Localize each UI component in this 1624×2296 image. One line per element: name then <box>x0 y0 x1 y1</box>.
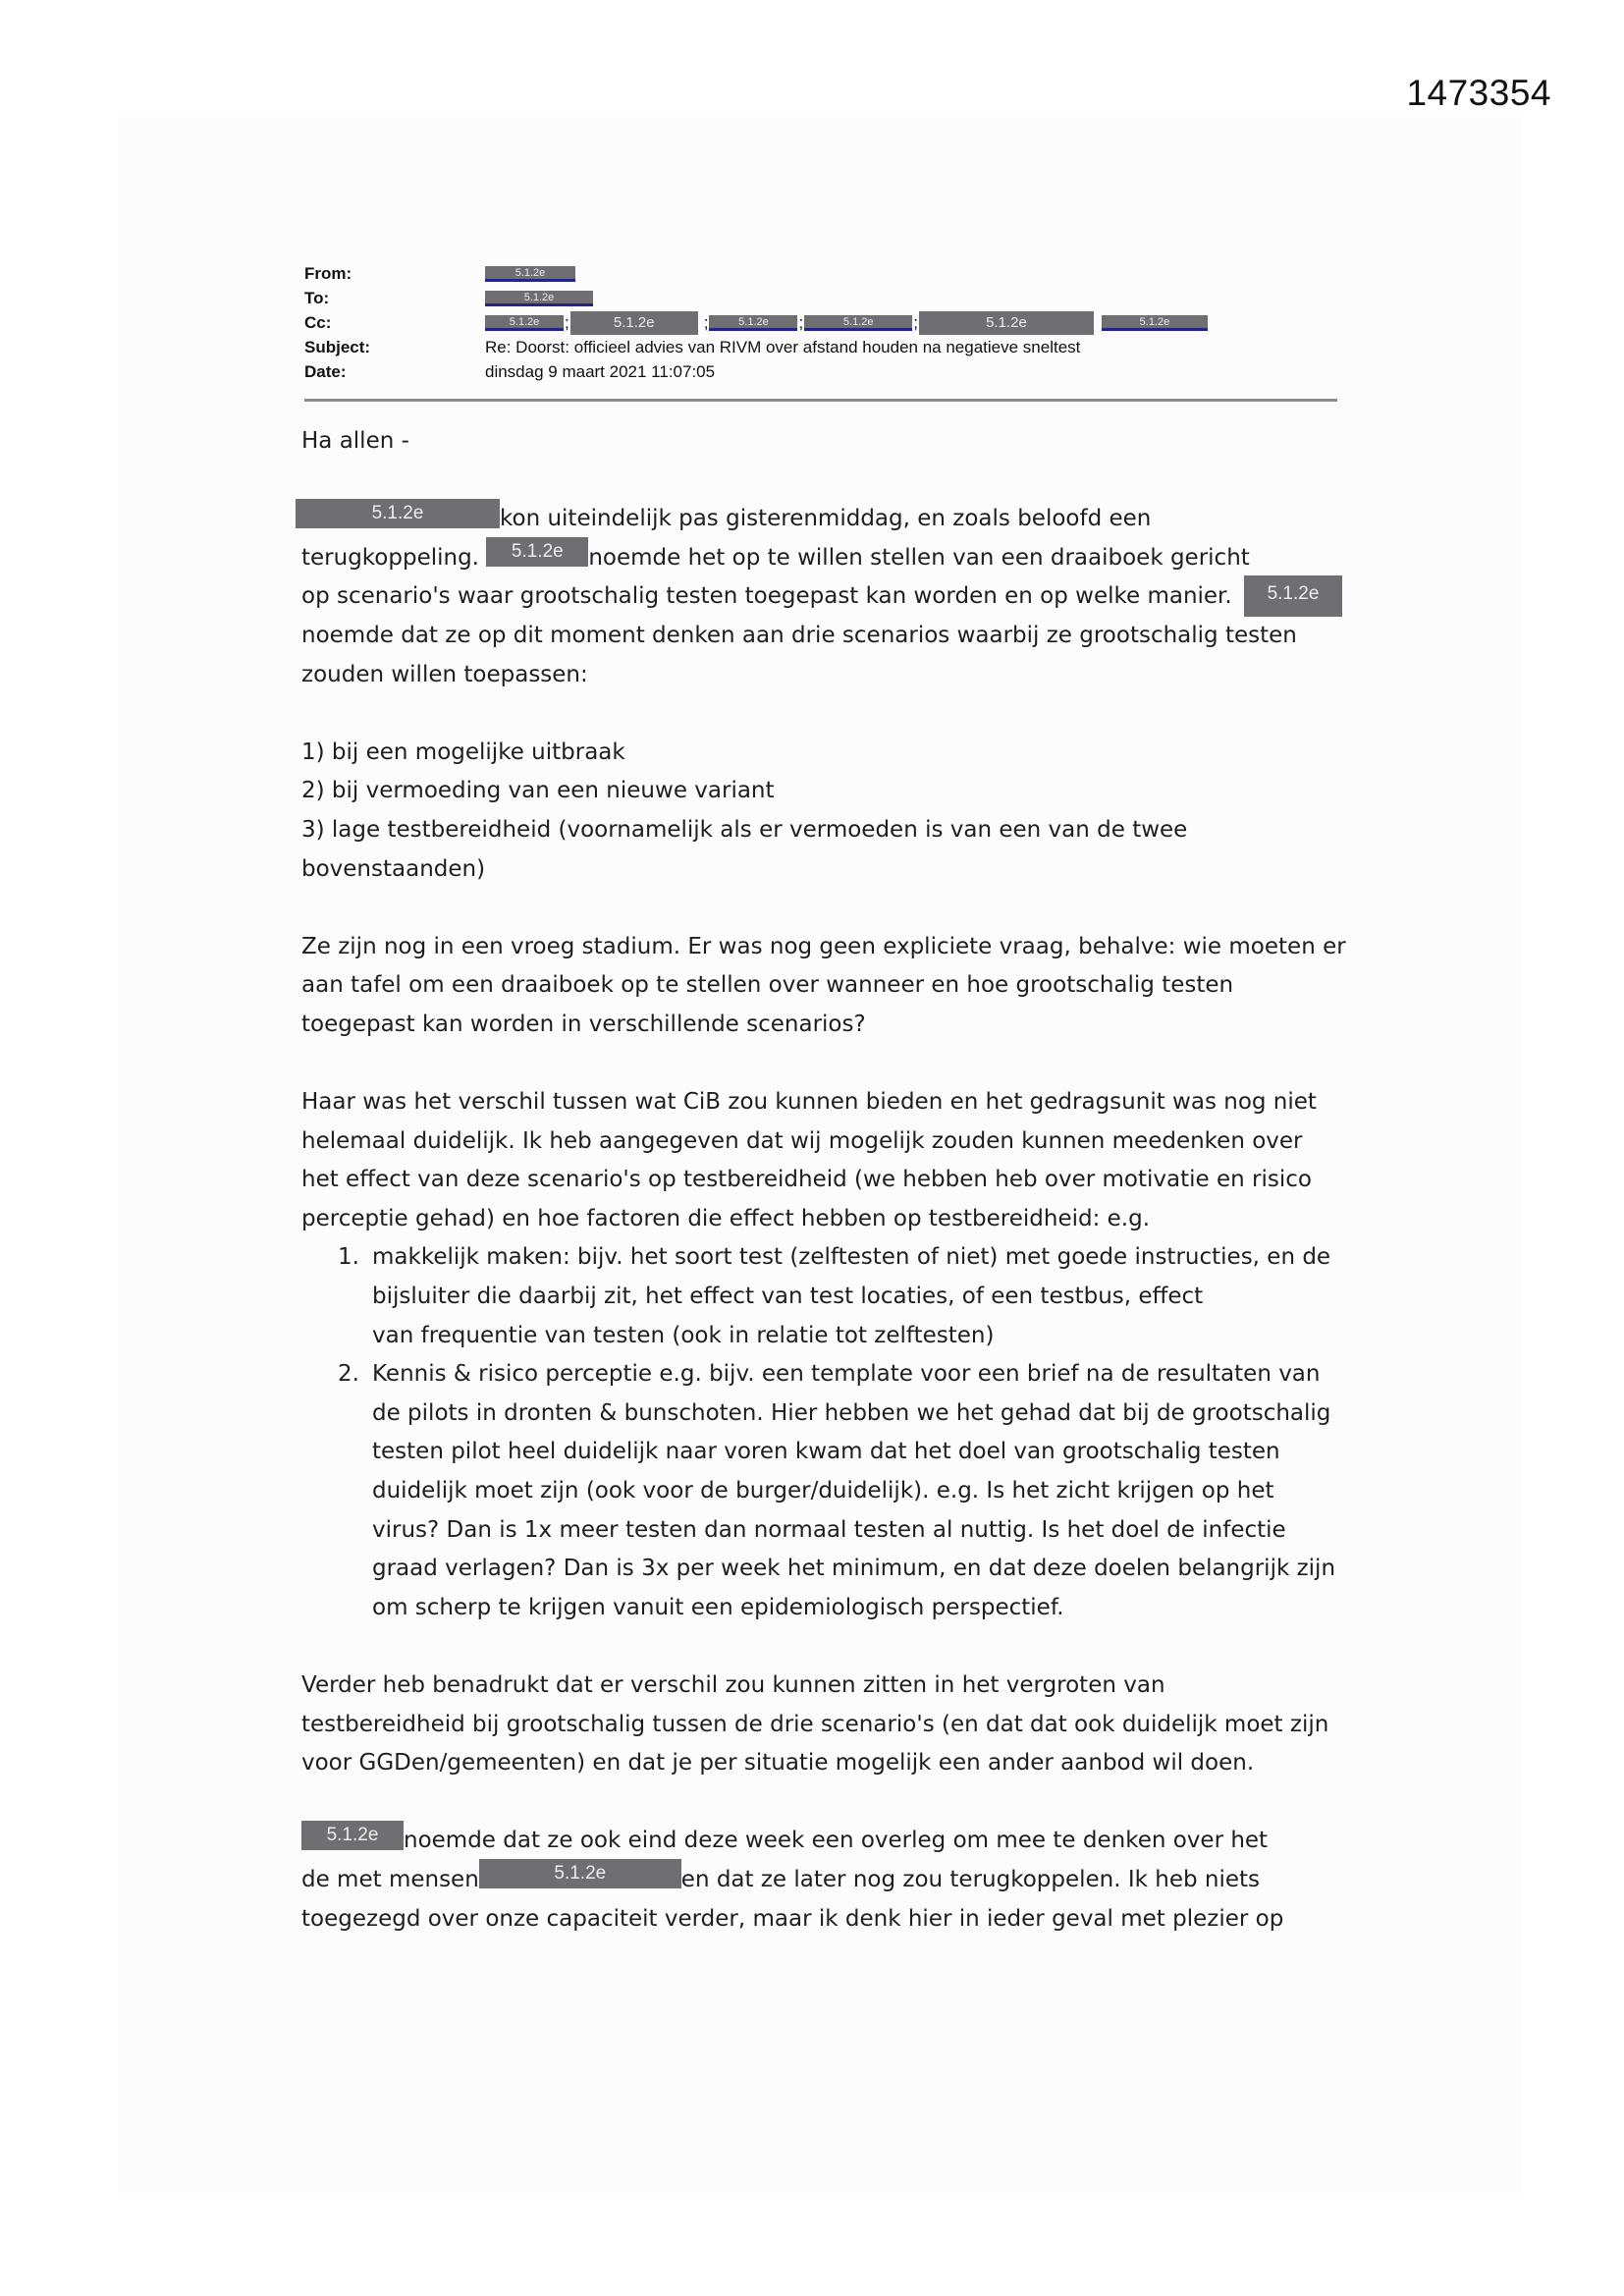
header-divider <box>304 399 1337 402</box>
cc-label: Cc: <box>304 312 332 332</box>
cc-separator: ; <box>703 312 709 332</box>
list-line: makkelijk maken: bijv. het soort test (zelftesten of niet) met goede instructies, en de <box>372 1244 1331 1271</box>
date-value: dinsdag 9 maart 2021 11:07:05 <box>485 361 716 381</box>
list-line: virus? Dan is 1x meer testen dan normaal testen al nuttig. Is het doel de infectie <box>372 1516 1286 1543</box>
redaction-cc-1: 5.1.2e <box>485 315 564 331</box>
from-row <box>304 261 1337 286</box>
body-text: terugkoppeling. <box>301 544 479 571</box>
body-text: en dat ze later nog zou terugkoppelen. Ik heb niets <box>680 1866 1261 1892</box>
cc-separator: ; <box>565 312 569 332</box>
body-line <box>301 1861 1347 1900</box>
body-line <box>301 539 1347 578</box>
list-line: de pilots in dronten & bunschoten. Hier hebben we het gehad dat bij de grootschalig <box>372 1399 1331 1426</box>
list-item <box>301 1238 1347 1355</box>
redaction-to: 5.1.2e <box>485 291 593 306</box>
subject-value: Re: Doorst: officieel advies van RIVM over afstand houden na negatieve sneltest <box>485 337 1081 356</box>
list-line: om scherp te krijgen vanuit een epidemiologisch perspectief. <box>372 1594 1064 1620</box>
to-label: To: <box>304 288 330 307</box>
body-text: noemde het op te willen stellen van een draaiboek gericht <box>588 544 1250 571</box>
redaction-inline: 5.1.2e <box>486 537 588 567</box>
redaction-inline: 5.1.2e <box>296 499 500 528</box>
email-header <box>304 261 1337 384</box>
body-line: het effect van deze scenario's op testbereidheid (we hebben heb over motivatie en risico <box>301 1167 1312 1193</box>
body-text: de met mensen <box>301 1866 479 1892</box>
body-line: zouden willen toepassen: <box>301 661 588 687</box>
body-line: Ze zijn nog in een vroeg stadium. Er was nog geen expliciete vraag, behalve: wie moeten er <box>301 933 1346 959</box>
body-text: op scenario's waar grootschalig testen toegepast kan worden en op welke manier. <box>301 583 1232 610</box>
redaction-cc-5: 5.1.2e <box>919 311 1094 335</box>
body-line <box>301 1822 1347 1861</box>
subject-label: Subject: <box>304 337 371 356</box>
scenario-item: 1) bij een mogelijke uitbraak <box>301 738 625 765</box>
list-line: van frequentie van testen (ook in relatie tot zelftesten) <box>372 1322 995 1348</box>
scenario-item: bovenstaanden) <box>301 855 486 882</box>
subject-row <box>304 335 1337 359</box>
list-number: 1. <box>338 1244 359 1271</box>
to-row <box>304 286 1337 310</box>
redaction-cc-4: 5.1.2e <box>804 315 912 331</box>
body-line: helemaal duidelijk. Ik heb aangegeven dat wij mogelijk zouden kunnen meedenken over <box>301 1127 1303 1154</box>
cc-separator: ; <box>798 312 804 332</box>
list-line: testen pilot heel duidelijk naar voren kwam dat het doel van grootschalig testen <box>372 1439 1280 1465</box>
body-line <box>301 500 1347 539</box>
cc-separator: ; <box>913 312 918 332</box>
date-row <box>304 359 1337 384</box>
body-line: toegezegd over onze capaciteit verder, maar ik denk hier in ieder geval met plezier op <box>301 1905 1284 1932</box>
redaction-from: 5.1.2e <box>485 266 575 282</box>
body-line: toegepast kan worden in verschillende scenarios? <box>301 1011 866 1037</box>
list-line: duidelijk moet zijn (ook voor de burger/duidelijk). e.g. Is het zicht krijgen op het <box>372 1478 1274 1504</box>
list-number: 2. <box>338 1361 359 1388</box>
list-line: graad verlagen? Dan is 3x per week het minimum, en dat deze doelen belangrijk zijn <box>372 1556 1336 1582</box>
redaction-cc-3: 5.1.2e <box>709 315 797 331</box>
body-line: voor GGDen/gemeenten) en dat je per situatie mogelijk een ander aanbod wil doen. <box>301 1750 1255 1777</box>
cc-row <box>304 310 1337 335</box>
greeting: Ha allen - <box>301 428 409 454</box>
body-line <box>301 577 1347 617</box>
date-label: Date: <box>304 361 347 381</box>
list-line: bijsluiter die daarbij zit, het effect van test locaties, of een testbus, effect <box>372 1284 1204 1310</box>
redaction-inline: 5.1.2e <box>1244 575 1342 617</box>
email-body <box>301 422 1347 1939</box>
body-line: testbereidheid bij grootschalig tussen de drie scenario's (en dat dat ook duidelijk moet zijn <box>301 1711 1329 1737</box>
from-label: From: <box>304 263 352 283</box>
body-text: kon uiteindelijk pas gisterenmiddag, en zoals beloofd een <box>500 506 1152 532</box>
body-line: aan tafel om een draaiboek op te stellen over wanneer en hoe grootschalig testen <box>301 972 1234 999</box>
body-line: perceptie gehad) en hoe factoren die effect hebben op testbereidheid: e.g. <box>301 1205 1151 1231</box>
list-line: Kennis & risico perceptie e.g. bijv. een template voor een brief na de resultaten van <box>372 1361 1321 1388</box>
redaction-cc-2: 5.1.2e <box>570 311 698 335</box>
list-item <box>301 1355 1347 1627</box>
redaction-inline: 5.1.2e <box>479 1859 681 1888</box>
numbered-list <box>301 1238 1347 1627</box>
body-line: Verder heb benadrukt dat er verschil zou kunnen zitten in het vergroten van <box>301 1672 1165 1698</box>
body-line: noemde dat ze op dit moment denken aan drie scenarios waarbij ze grootschalig testen <box>301 622 1297 648</box>
document-id: 1473354 <box>1406 73 1551 113</box>
redaction-inline: 5.1.2e <box>301 1821 404 1850</box>
body-line: Haar was het verschil tussen wat CiB zou kunnen bieden en het gedragsunit was nog niet <box>301 1089 1317 1116</box>
scenario-item: 2) bij vermoeding van een nieuwe variant <box>301 778 775 804</box>
scenario-item: 3) lage testbereidheid (voornamelijk als er vermoeden is van een van de twee <box>301 816 1188 843</box>
redaction-cc-6: 5.1.2e <box>1102 315 1208 331</box>
body-text: noemde dat ze ook eind deze week een overleg om mee te denken over het <box>404 1828 1269 1854</box>
